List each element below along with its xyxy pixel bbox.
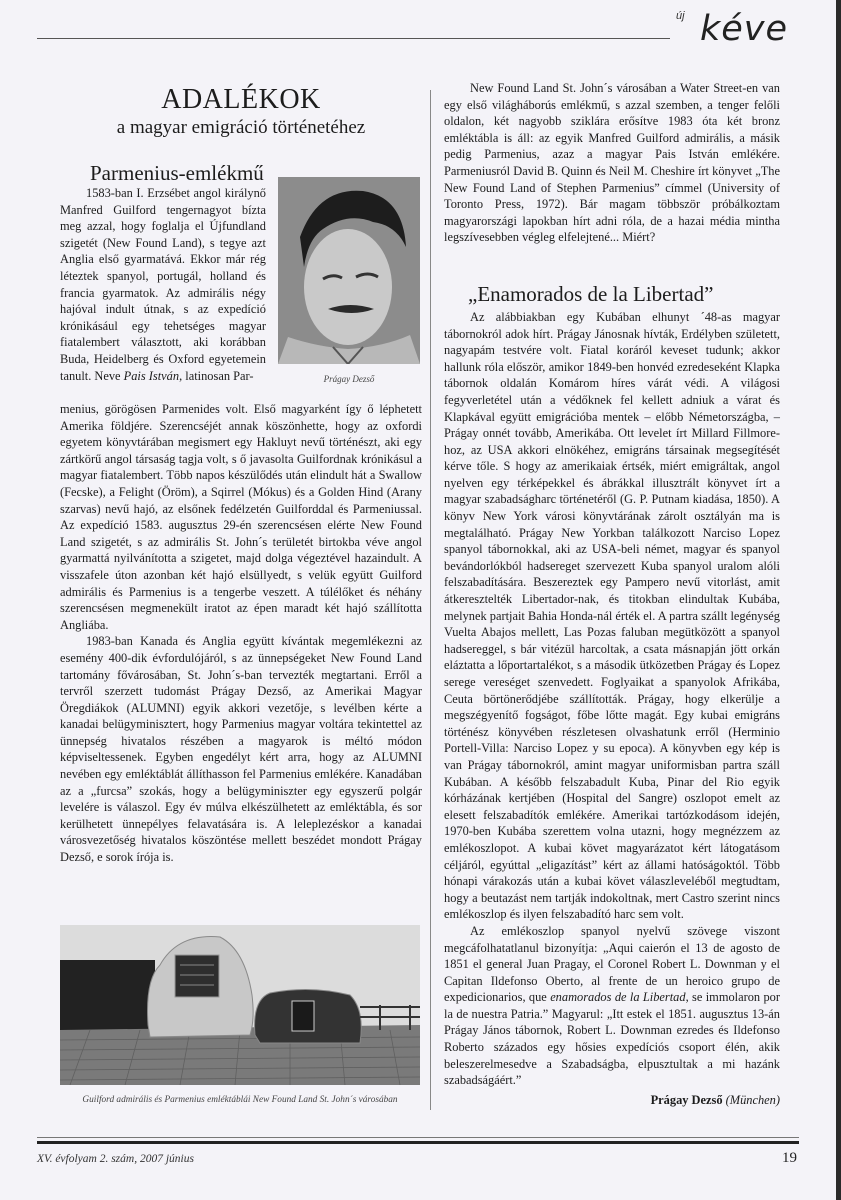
portrait-photo [278, 177, 420, 364]
section2-paragraph-2 [444, 923, 780, 1089]
paragraph-text: , se immolaron por la de nuestra Patria.” Magyarul: „Itt estek el 1851. augusztus 13-án Prágay János tábornok, Robert L. Downman ezredes és Ildefonso Roberto százados egy hősies expedíciós csoport élén, akik beleszerelmesedve a Szabadságba, elpusztultak a mi hazánk szabadságáért.” [444, 990, 780, 1088]
page-number: 19 [782, 1150, 797, 1166]
paragraph-1-continued: menius, görögösen Parmenides volt. Első magyarként így ő léphetett Amerika földjére. Szerencséjét annak köszönhette, hogy az oxfordi egyetem könyvtárában megismert egy Hakluyt nevű történészt, aki egy zártkörű angol társaság tagja volt, s ő javasolta Guilfordnak krónikásul a magyar fiatalembert. Több napos készülődés után elindult hát a Swallow (Fecske), a Felight (Öröm), a Sqirrel (Mókus) és a Golden Hind (Arany szarvas) nevű hajó, az elsőnek fedélzetén Guilforddal és Parmeniussal. Az expedíció 1583. augusztus 29-én szerencsésen elérte New Found Land szigetét, s az admirális St. John´s területét birtokba véve angol gyarmattá nyilvánította a szigetet, majd dolga végeztével hazaindult. A visszafele úton azonban két hajó elsüllyedt, s velük együtt Guilford admirális és Parmenius is a tengerbe veszett. A túlélőket és néhány szerencsésen megmenekült iratot az épen maradt két hajó szállította Angliába. [60, 402, 422, 632]
left-column [60, 82, 422, 139]
paragraph-3: New Found Land St. John´s városában a Water Street-en van egy első világháborús emlékmű, s azzal szemben, a tenger felőli oldalon, két nagyobb sziklára erősítve 1983 óta két bronz emléktábla is áll: az egyik Manfred Guilford admirális, a másik pedig Parmenius, azaz a magyar Pais István emlékére. Parmeniusról David B. Quinn és Neil M. Cheshire írt könyvet „The New Found Land of Stephen Parmenius” címmel (University of Toronto Press, 1972). Bár magam többször próbálkoztam magyarországi lapokban hírt adni róla, de a hazai média mintha legszívesebben végleg elfelejtené... Miért? [444, 81, 780, 245]
author-name: Prágay Dezső [650, 1092, 723, 1107]
author-signature [444, 1093, 780, 1108]
header-rule [37, 38, 670, 39]
paragraph-text: 1583-ban I. Erzsébet angol királynő Manfred Guilford tengernagyot bízta meg azzal, hogy foglalja el Újfundland szigetét (New Found Land), s tegye azt Anglia első gyarmatává. Ekkor már rég léteztek spanyol, portugál, holland és francia gyarmatok. Az admirális négy hajóval indult útnak, s az expedíció krónikásául egy tehetséges magyar fiatalembert választott, aki korábban Buda, Heidelberg és Oxford egyetemein tanult. Neve [60, 186, 266, 383]
section-heading-enamorados: „Enamorados de la Libertad” [468, 281, 714, 306]
photo-caption: Guilford admirális és Parmenius emléktáblái New Found Land St. John´s városában [82, 1095, 398, 1105]
section1-full-text [60, 401, 422, 866]
author-location: (München) [725, 1092, 780, 1107]
page-edge [836, 0, 841, 1200]
paragraph-2: 1983-ban Kanada és Anglia együtt kívántak megemlékezni az esemény 400-dik évfordulójáról, s az ünnepségeket New Found Land tartomány fővárosában, St. John´s-ban tervezték megtartani. Erről a tervről szerzett tudomást Prágay Dezső, az Amerikai Magyar Öregdiákok (ALUMNI) egyik akkori vezetője, s levélben kérte a kanadai belügyminisztert, hogy Parmenius magyar voltára tekintettel az ünnepség hivatalos részében a magyarok is méltó módon képviseltessenek. Egyben engedélyt kért arra, hogy az ALUMNI nevében egy emléktáblát állíthasson fel Parmenius emlékére. Kanadában az a „furcsa” szokás, hogy a belügyminiszter egy egyszerű polgár levelére is válaszol. Egy év múlva elkészülhetett az emléktábla, és sor kerülhetett ünnepélyes felavatására is. A leleplezéskor a kanadai városvezetőség hivatalos köszöntése mellett beszédet mondott Prágay Dezső, e sorok írója is. [60, 634, 422, 865]
article-subtitle: a magyar emigráció történetéhez [116, 117, 366, 138]
article-title: ADALÉKOK [161, 84, 321, 115]
section2-paragraph-1: Az alábbiakban egy Kubában elhunyt ´48-as magyar tábornokról adok hírt. Prágay Jánosnak hívták, Erdélyben született, nagyapám testvére volt. Fiatal koráról keveset tudunk; akkor hallunk róla először, amikor 1849-ben honvéd ezredeseként Klapka tábornok oldalán Komárom híres várát védi. A világosi fegyverletétel után a védőknek fel kellett adniuk a várat és Klapkával együtt emigrációba mentek – előbb Németországba, – Prágay onnét tovább, Amerikába. Ott levelet írt Millard Fillmore-hoz, az USA akkori elnökéhez, emigráns társainak megsegítését kérve tőle. S hogy az amerikaiak értsék, miért emigráltak, angol nyelven egy térképekkel és ábrákkal illusztrált könyvet írt a magyar szabadságharc történetéről (G. P. Putnam kiadása, 1850). A könyv New York városi könyvtárának zárolt osztályán ma is megtalálható. Prágay New Yorkban találkozott Narciso Lopez spanyol tábornokkal, aki az USA-beli német, magyar és spanyol bevándorlókból hadsereget szervezett Kuba spanyol uralom alóli felszabadítására. Beszereztek egy Pampero nevű vitorlást, amit átkeresztelték Libertador-nak, és titokban elindultak Kubába, melynek partjait Bahia Honda-nál érték el. A partra szállt legénység Vuelta Abajos mellett, Las Pozas faluban megütközött a spanyol hadsereggel, s bár vitézül harcoltak, a csata másnapján jött orkán eláztatta a lőportartalékot, s a második ütközetben Prágay és Lopez serege vereséget szenvedett. Foglyaikat a spanyolok Afrikába, Ceuta börtönerődjébe szállították. Prágay, hogy elkerülje a megszégyenítő fogságot, főbe lőtte magát. Egy kubai emigráns történész könyvében részletesen olvashatunk erről (Herminio Portell-Villa: Narciso Lopez y su epoca). A könyvben egy kép is van Prágay tábornokról, amint magyar uniformisban partra száll Kubában. A később felszabadult Kuba, Pinar del Rio egyik kórházának kertjében (Hospital del Sangre) oszlopot emelt az elesett felszabadítók emlékére. Amerikai tartózkodásom idején, 1970-ben Kubába szerettem volna utazni, hogy megnézzem az emlékoszlopot. A kubai követ magyarázatot kért látogatásom céljáról, egyúttal „eligazítást” kért az állami hatóságoktól. Több hónapi várakozás után a kubai követ válaszleveléből megtudtam, hogy a beutazást nem tartják indokoltnak, mert Castro szerint nincs emlékoszlop és ilyen felszabadító harc sem volt. [444, 309, 780, 922]
magazine-logo: kéve [700, 9, 789, 49]
footer-rule-thick [37, 1141, 799, 1144]
memorial-image [60, 925, 420, 1085]
portrait-caption: Prágay Dezső [323, 374, 375, 384]
section1-wrapped-text [60, 185, 266, 384]
logo-prefix: új [676, 10, 685, 22]
column-divider [430, 90, 431, 1110]
portrait-image [278, 177, 420, 364]
italic-name: Pais István [123, 368, 180, 383]
section-heading-parmenius: Parmenius-emlékmű [90, 161, 264, 185]
paragraph-text: Az emlékoszlop spanyol nyelvű szövege viszont megcáfolhatatlanul bizonyítja: „Aqui caierón el 13 de agosto de 1851 el general Juan Pragay, el Coronel Robert L. Downman y el Capitan Ildefonso Oberto, al frente de un heroico grupo de expedicionarios, que [444, 923, 780, 1005]
memorial-photo [60, 925, 420, 1085]
issue-info: XV. évfolyam 2. szám, 2007 június [37, 1153, 194, 1165]
italic-phrase: enamorados de la Libertad [550, 990, 686, 1005]
right-column [444, 80, 780, 1108]
footer-rule [37, 1137, 799, 1138]
paragraph-text: , latinosan Par- [179, 368, 254, 383]
